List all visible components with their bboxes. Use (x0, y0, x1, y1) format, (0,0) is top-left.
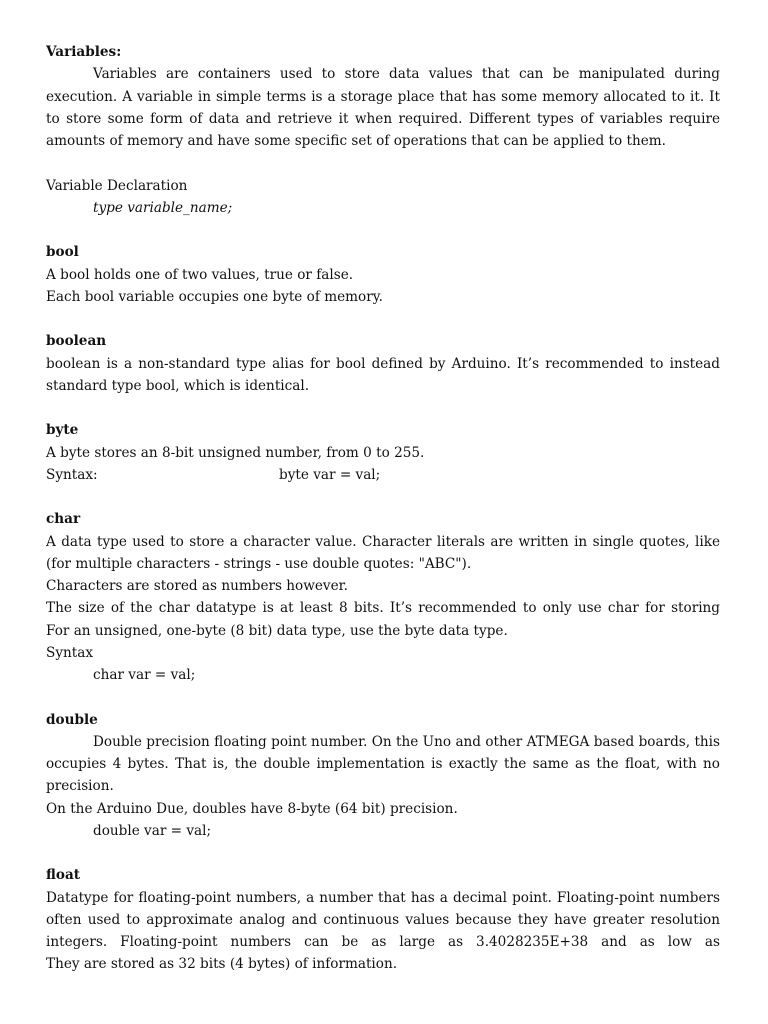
double-para-line: occupies 4 bytes. That is, the double implementation is exactly the same as the float, with no (46, 756, 720, 772)
float-heading: float (46, 867, 81, 884)
char-heading: char (46, 511, 81, 528)
variables-para-line: execution. A variable in simple terms is a storage place that has some memory allocated to it. It (46, 88, 720, 105)
variables-heading: Variables: (46, 44, 122, 60)
float-para-line: often used to approximate analog and continuous values because they have greater resolution (46, 911, 720, 928)
spacer (46, 486, 720, 508)
float-para-line: integers. Floating-point numbers can be as large as 3.4028235E+38 and as low as (46, 934, 720, 950)
spacer (46, 152, 720, 174)
char-line: A data type used to store a character value. Character literals are written in single quotes, like (46, 533, 720, 550)
declaration-label: Variable Declaration (46, 177, 188, 194)
document-page (46, 41, 720, 976)
variables-para-line: amounts of memory and have some specific set of operations that can be applied to them. (46, 133, 666, 149)
declaration-syntax: type variable_name; (93, 199, 233, 216)
boolean-line: boolean is a non-standard type alias for bool defined by Arduino. It’s recommended to instead (46, 355, 720, 372)
variables-para-line: Variables are containers used to store data values that can be manipulated during (93, 66, 720, 83)
spacer (46, 219, 720, 241)
bool-heading: bool (46, 244, 79, 261)
variables-para-line: to store some form of data and retrieve it when required. Different types of variables require (46, 110, 720, 127)
byte-line: A byte stores an 8-bit unsigned number, from 0 to 255. (46, 444, 425, 461)
spacer (46, 308, 720, 330)
double-para-line: precision. (46, 778, 114, 795)
char-line: (for multiple characters - strings - use double quotes: "ABC"). (46, 555, 472, 572)
double-heading: double (46, 711, 98, 728)
spacer (46, 686, 720, 708)
double-syntax-code: double var = val; (93, 822, 212, 839)
char-syntax-code: char var = val; (93, 667, 196, 683)
byte-heading: byte (46, 422, 79, 439)
char-syntax-label: Syntax (46, 644, 93, 661)
double-due-line: On the Arduino Due, doubles have 8-byte (64 bit) precision. (46, 800, 458, 817)
byte-syntax-code: byte var = val; (279, 466, 381, 483)
bool-line: A bool holds one of two values, true or false. (46, 266, 354, 283)
byte-syntax-row (46, 464, 720, 486)
double-para-line: Double precision floating point number. On the Uno and other ATMEGA based boards, this (93, 733, 720, 750)
spacer (46, 842, 720, 864)
byte-syntax-label: Syntax: (46, 466, 98, 483)
char-line: For an unsigned, one-byte (8 bit) data type, use the byte data type. (46, 622, 508, 639)
char-line: Characters are stored as numbers however. (46, 578, 348, 594)
bool-line: Each bool variable occupies one byte of memory. (46, 288, 383, 305)
spacer (46, 397, 720, 419)
float-para-line: Datatype for floating-point numbers, a number that has a decimal point. Floating-point numbers (46, 889, 720, 906)
float-para-line: They are stored as 32 bits (4 bytes) of information. (46, 956, 398, 973)
boolean-line: standard type bool, which is identical. (46, 377, 310, 394)
char-line: The size of the char datatype is at least 8 bits. It’s recommended to only use char for storing (46, 600, 720, 617)
boolean-heading: boolean (46, 333, 107, 350)
